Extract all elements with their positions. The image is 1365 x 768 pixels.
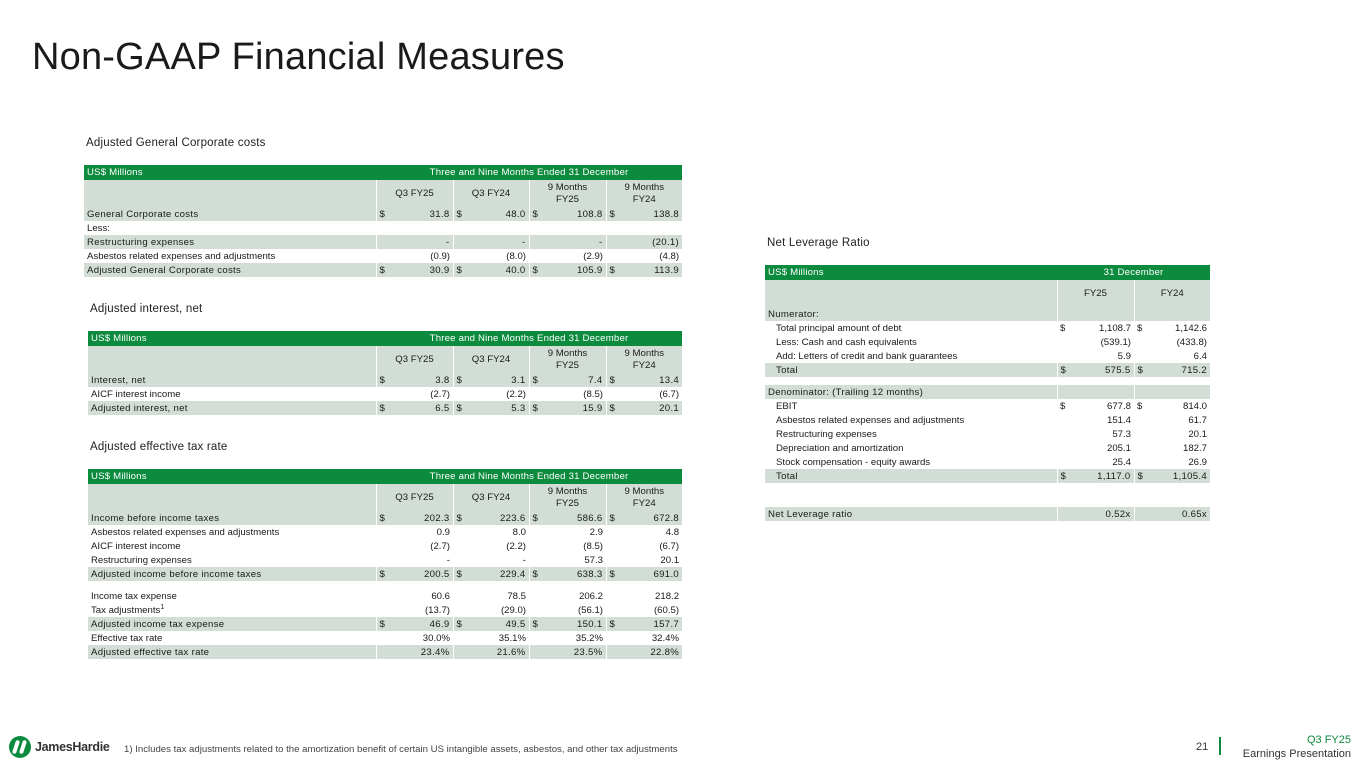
- cell: $ 672.8: [606, 511, 682, 525]
- leverage-col-header: FY25: [1057, 280, 1134, 307]
- cell: 35.2%: [529, 631, 606, 645]
- row-label: Adjusted interest, net: [88, 401, 376, 415]
- interest-period: Three and Nine Months Ended 31 December: [376, 331, 682, 346]
- page-title: Non-GAAP Financial Measures: [32, 36, 565, 78]
- table-row: [765, 507, 1210, 521]
- cell: $ 7.4: [529, 373, 606, 387]
- row-label: General Corporate costs: [84, 207, 376, 221]
- table-row: [88, 631, 682, 645]
- cell: $ 200.5: [376, 567, 453, 581]
- cell: $ 715.2: [1134, 363, 1210, 377]
- row-label: Adjusted income tax expense: [88, 617, 376, 631]
- cell: (539.1): [1057, 335, 1134, 349]
- cell: $ 1,142.6: [1134, 321, 1210, 335]
- row-label: Adjusted income before income taxes: [88, 567, 376, 581]
- table-row: [765, 349, 1210, 363]
- cell: $ 814.0: [1134, 399, 1210, 413]
- table-row: [88, 387, 682, 401]
- table-row: [88, 373, 682, 387]
- tax-col-header: Q3 FY25: [376, 484, 453, 511]
- cell: 2.9: [529, 525, 606, 539]
- cell: (20.1): [606, 235, 682, 249]
- table-row: [88, 525, 682, 539]
- cell: (2.7): [376, 387, 453, 401]
- tax-period: Three and Nine Months Ended 31 December: [376, 469, 682, 484]
- table-row: [765, 321, 1210, 335]
- tax-units: US$ Millions: [88, 469, 376, 484]
- gcc-table: [84, 165, 682, 277]
- cell: 6.4: [1134, 349, 1210, 363]
- leverage-section-title: Net Leverage Ratio: [767, 237, 870, 249]
- tax-col-header: Q3 FY24: [453, 484, 529, 511]
- cell: (13.7): [376, 603, 453, 617]
- cell: 0.65x: [1134, 507, 1210, 521]
- cell: $ 5.3: [453, 401, 529, 415]
- table-row: [765, 441, 1210, 455]
- row-label: Restructuring expenses: [84, 235, 376, 249]
- footer-presentation: Earnings Presentation: [1242, 748, 1351, 760]
- cell: (2.9): [529, 249, 606, 263]
- cell: $ 48.0: [453, 207, 529, 221]
- cell: (2.7): [376, 539, 453, 553]
- company-logo: [9, 736, 110, 758]
- table-row: [88, 553, 682, 567]
- row-label: Asbestos related expenses and adjustments: [88, 525, 376, 539]
- cell: $ 638.3: [529, 567, 606, 581]
- table-row: [84, 235, 682, 249]
- tax-table: [88, 469, 682, 659]
- tax-col-header: 9 Months FY24: [606, 484, 682, 511]
- cell: $ 3.1: [453, 373, 529, 387]
- cell: (6.7): [606, 387, 682, 401]
- table-row: [765, 469, 1210, 483]
- cell: (56.1): [529, 603, 606, 617]
- row-label: Restructuring expenses: [765, 427, 1057, 441]
- cell: $ 229.4: [453, 567, 529, 581]
- table-row: [88, 567, 682, 581]
- cell: 205.1: [1057, 441, 1134, 455]
- cell: 20.1: [1134, 427, 1210, 441]
- row-label: Effective tax rate: [88, 631, 376, 645]
- cell: $ 105.9: [529, 263, 606, 277]
- cell: $ 46.9: [376, 617, 453, 631]
- table-row: [88, 401, 682, 415]
- logo-text: JamesHardie: [35, 740, 110, 754]
- interest-col-header: Q3 FY24: [453, 346, 529, 373]
- table-row: [765, 363, 1210, 377]
- table-row: [765, 413, 1210, 427]
- row-label: Less:: [84, 221, 376, 235]
- cell: 22.8%: [606, 645, 682, 659]
- row-label: AICF interest income: [88, 387, 376, 401]
- leverage-table: [765, 265, 1210, 521]
- leverage-col-header: FY24: [1134, 280, 1210, 307]
- cell: $ 202.3: [376, 511, 453, 525]
- cell: 23.4%: [376, 645, 453, 659]
- cell: $ 40.0: [453, 263, 529, 277]
- row-label: Depreciation and amortization: [765, 441, 1057, 455]
- row-label: Stock compensation - equity awards: [765, 455, 1057, 469]
- row-label: Total: [765, 469, 1057, 483]
- row-label: EBIT: [765, 399, 1057, 413]
- cell: 78.5: [453, 589, 529, 603]
- leverage-units: US$ Millions: [765, 265, 1057, 280]
- cell: $ 13.4: [606, 373, 682, 387]
- cell: $ 1,117.0: [1057, 469, 1134, 483]
- row-label: Numerator:: [765, 307, 1057, 321]
- cell: $ 150.1: [529, 617, 606, 631]
- cell: (2.2): [453, 539, 529, 553]
- table-row: [88, 645, 682, 659]
- table-row: [88, 589, 682, 603]
- cell: 182.7: [1134, 441, 1210, 455]
- cell: 5.9: [1057, 349, 1134, 363]
- tax-col-header: 9 Months FY25: [529, 484, 606, 511]
- cell: 218.2: [606, 589, 682, 603]
- interest-section-title: Adjusted interest, net: [90, 303, 203, 315]
- cell: 20.1: [606, 553, 682, 567]
- cell: $ 223.6: [453, 511, 529, 525]
- row-label: Add: Letters of credit and bank guarantees: [765, 349, 1057, 363]
- table-row: [84, 249, 682, 263]
- cell: (6.7): [606, 539, 682, 553]
- row-label: Income before income taxes: [88, 511, 376, 525]
- cell: 25.4: [1057, 455, 1134, 469]
- cell: (29.0): [453, 603, 529, 617]
- cell: $ 6.5: [376, 401, 453, 415]
- footnote-marker: 1: [160, 603, 165, 611]
- cell: $ 691.0: [606, 567, 682, 581]
- cell: $ 138.8: [606, 207, 682, 221]
- cell: 23.5%: [529, 645, 606, 659]
- interest-units: US$ Millions: [88, 331, 376, 346]
- cell: 26.9: [1134, 455, 1210, 469]
- cell: 4.8: [606, 525, 682, 539]
- cell: $ 1,108.7: [1057, 321, 1134, 335]
- cell: 21.6%: [453, 645, 529, 659]
- cell: $ 30.9: [376, 263, 453, 277]
- logo-mark-icon: [9, 736, 31, 758]
- row-label: Adjusted effective tax rate: [88, 645, 376, 659]
- cell: 151.4: [1057, 413, 1134, 427]
- gcc-col-header: 9 Months FY24: [606, 180, 682, 207]
- cell: $ 575.5: [1057, 363, 1134, 377]
- row-label: Denominator: (Trailing 12 months): [765, 385, 1057, 399]
- cell: $ 1,105.4: [1134, 469, 1210, 483]
- cell: $ 157.7: [606, 617, 682, 631]
- table-row: [765, 385, 1210, 399]
- table-row: [88, 617, 682, 631]
- gcc-col-header: 9 Months FY25: [529, 180, 606, 207]
- row-label: Asbestos related expenses and adjustments: [765, 413, 1057, 427]
- cell: 60.6: [376, 589, 453, 603]
- gcc-section-title: Adjusted General Corporate costs: [86, 137, 266, 149]
- cell: (8.0): [453, 249, 529, 263]
- cell: (8.5): [529, 387, 606, 401]
- gcc-units: US$ Millions: [84, 165, 376, 180]
- table-row: [765, 335, 1210, 349]
- cell: $ 113.9: [606, 263, 682, 277]
- cell: $ 677.8: [1057, 399, 1134, 413]
- cell: -: [529, 235, 606, 249]
- row-label: Restructuring expenses: [88, 553, 376, 567]
- cell: 61.7: [1134, 413, 1210, 427]
- cell: -: [453, 235, 529, 249]
- row-label: Interest, net: [88, 373, 376, 387]
- cell: (4.8): [606, 249, 682, 263]
- cell: (60.5): [606, 603, 682, 617]
- row-label: Adjusted General Corporate costs: [84, 263, 376, 277]
- interest-col-header: 9 Months FY25: [529, 346, 606, 373]
- cell: $ 586.6: [529, 511, 606, 525]
- table-row: [88, 539, 682, 553]
- cell: 206.2: [529, 589, 606, 603]
- cell: 57.3: [1057, 427, 1134, 441]
- table-row: [765, 427, 1210, 441]
- cell: $ 15.9: [529, 401, 606, 415]
- table-row: [765, 307, 1210, 321]
- row-label: Income tax expense: [88, 589, 376, 603]
- table-row: [84, 207, 682, 221]
- cell: $ 31.8: [376, 207, 453, 221]
- table-row: [765, 399, 1210, 413]
- row-label: Total: [765, 363, 1057, 377]
- row-label: Net Leverage ratio: [765, 507, 1057, 521]
- cell: 35.1%: [453, 631, 529, 645]
- cell: 0.52x: [1057, 507, 1134, 521]
- cell: -: [376, 553, 453, 567]
- cell: (433.8): [1134, 335, 1210, 349]
- cell: $ 20.1: [606, 401, 682, 415]
- cell: (2.2): [453, 387, 529, 401]
- cell: 8.0: [453, 525, 529, 539]
- table-row: [765, 455, 1210, 469]
- cell: -: [376, 235, 453, 249]
- table-row: [88, 603, 682, 617]
- footer-divider: [1219, 737, 1221, 755]
- gcc-col-header: Q3 FY24: [453, 180, 529, 207]
- cell: (0.9): [376, 249, 453, 263]
- cell: $ 49.5: [453, 617, 529, 631]
- cell: (8.5): [529, 539, 606, 553]
- row-label: Asbestos related expenses and adjustments: [84, 249, 376, 263]
- footnote: 1) Includes tax adjustments related to the amortization benefit of certain US intangible assets, asbestos, and other tax adjustments: [124, 744, 678, 755]
- cell: -: [453, 553, 529, 567]
- table-row: [84, 263, 682, 277]
- row-label: Total principal amount of debt: [765, 321, 1057, 335]
- page-number: 21: [1196, 741, 1209, 753]
- tax-section-title: Adjusted effective tax rate: [90, 441, 228, 453]
- interest-col-header: Q3 FY25: [376, 346, 453, 373]
- gcc-col-header: Q3 FY25: [376, 180, 453, 207]
- table-row: [88, 511, 682, 525]
- cell: $ 3.8: [376, 373, 453, 387]
- leverage-period: 31 December: [1057, 265, 1210, 280]
- footer-quarter: Q3 FY25: [1306, 734, 1351, 746]
- cell: 0.9: [376, 525, 453, 539]
- cell: 57.3: [529, 553, 606, 567]
- cell: 30.0%: [376, 631, 453, 645]
- cell: $ 108.8: [529, 207, 606, 221]
- table-row: [84, 221, 682, 235]
- row-label: AICF interest income: [88, 539, 376, 553]
- interest-table: [88, 331, 682, 415]
- row-label: Tax adjustments$^1$: [88, 603, 376, 617]
- gcc-period: Three and Nine Months Ended 31 December: [376, 165, 682, 180]
- interest-col-header: 9 Months FY24: [606, 346, 682, 373]
- cell: 32.4%: [606, 631, 682, 645]
- row-label: Less: Cash and cash equivalents: [765, 335, 1057, 349]
